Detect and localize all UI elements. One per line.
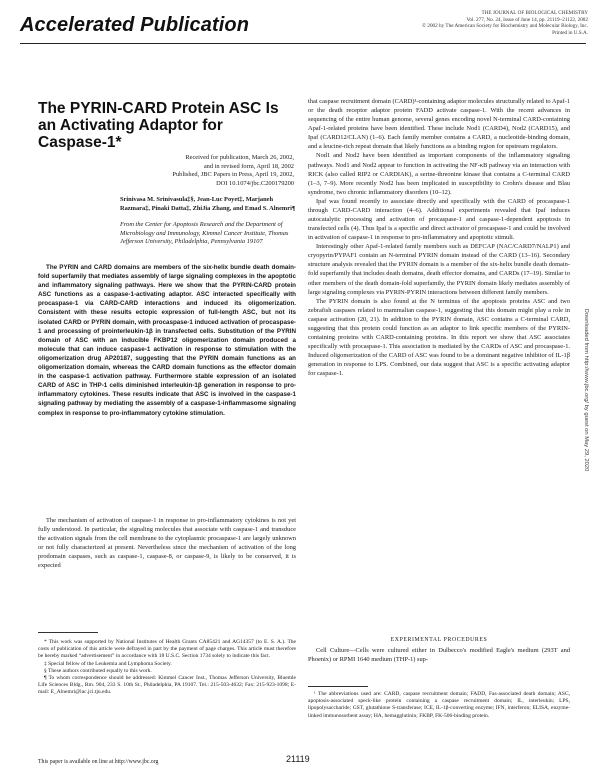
abbreviations-rule — [308, 686, 368, 687]
journal-issue: Vol. 277, No. 24, Issue of June 14, pp. 21119–21122, 2002 — [466, 16, 588, 23]
right-column-body — [308, 97, 570, 378]
online-availability: This paper is available on line at http://www.jbc.org — [38, 759, 159, 765]
article-title: The PYRIN-CARD Protein ASC Is an Activating Adaptor for Caspase-1* — [38, 100, 279, 151]
page-number: 21119 — [286, 754, 310, 764]
body-paragraph: The PYRIN domain is also found at the N terminus of the apoptosis proteins ASC and two zebrafish caspases related to mammalian caspase-1, suggesting that this domain might play a role in caspase activation (20, 21). In addition to the PYRIN domain, ASC contains a C-terminal CARD, suggesting that this protein could function as an adaptor to link specific members of the PYRIN-containing proteins with CARD-containing proteins. In this report we show that ASC associates specifically with procaspase-1. This association is mediated by the CARDs of ASC and procaspase-1. Induced oligomerization of the CARD of ASC was found to be a dominant negative inhibitor of IL-1β generation in response to LPS. Combined, our data suggest that ASC is a specific activating adaptor for caspase-1. — [308, 297, 570, 378]
body-paragraph: Ipaf was found recently to associate directly and specifically with the CARD of procaspase-1 through CARD-CARD interaction (4–6). Additional experiments revealed that Ipaf induces autocatalytic processing and activation of procaspase-1 and caspase-1-dependent apoptosis in transfected cells (4). Thus Ipaf is a specific and direct activator of procaspase-1 and could be involved in activation of caspase-1 in response to pro-inflammatory and apoptotic stimuli. — [308, 197, 570, 242]
author-list: Srinivasa M. Srinivasula‡§, Jean-Luc Poyet‡, Marjaneh Razmara‡, Pinaki Datta‡, ZhiJia Zhang, and Emad S. Alnemri¶ — [120, 196, 296, 212]
journal-copyright: © 2002 by The American Society for Biochemistry and Molecular Biology, Inc. — [422, 23, 588, 30]
intro-paragraph: The mechanism of activation of caspase-1 in response to pro-inflammatory cytokines is not yet fully understood. In particular, the signaling molecules that associate with caspase-1 and transduce the activation signals from the cell membrane to the cytoplasmic procaspase-1 are largely unknown or not fully characterized at present. Nevertheless since the mechanism of activation of the long prodomain caspases, such as caspase-1, caspase-8, or caspase-9, is likely to be conserved, it is expected — [38, 517, 296, 570]
doi: DOI 10.1074/jbc.C200179200 — [216, 179, 294, 187]
accelerated-publication-banner: Accelerated Publication — [20, 14, 250, 36]
download-note: Downloaded from http://www.jbc.org/ by guest on May 29, 2020 — [582, 308, 589, 472]
footnote-rule — [38, 632, 98, 633]
revised-date: and in revised form, April 18, 2002 — [203, 162, 294, 170]
journal-name: THE JOURNAL OF BIOLOGICAL CHEMISTRY — [481, 10, 588, 16]
header-rule — [20, 43, 586, 44]
equal-contribution-footnote: § These authors contributed equally to this work. — [44, 667, 152, 674]
body-paragraph: Nod1 and Nod2 have been identified as important components of the inflammatory signaling pathways. Nod1 and Nod2 appear to function in activating the NF-κB pathway via an interaction with RICK (also called RIP2 or CARDIAK), a serine-threonine kinase that contains a C-terminal CARD (1–3, 7–9). More recently Nod2 has been implicated in susceptibility to Crohn's disease and Blau syndrome, two chronic inflammatory disorders (10–12). — [308, 152, 570, 196]
publication-dates — [38, 154, 294, 188]
correspondence-footnote: ¶ To whom correspondence should be addressed: Kimmel Cancer Inst., Thomas Jefferson University, Bluemle Life Sciences Bldg., Rm. 904, 233 S. 10th St., Philadelphia, PA 19107. Tel.: 215-503-4632; Fax: 215-923-1098; E-mail: E_Alnemri@lac.jci.tju.edu. — [38, 675, 296, 696]
journal-masthead — [338, 10, 588, 36]
footnotes — [38, 639, 296, 697]
published-date: Published, JBC Papers in Press, April 19, 2002, — [172, 171, 294, 179]
body-paragraph: that caspase recruitment domain (CARD)¹-containing adaptor molecules structurally related to Apaf-1 or the death receptor adaptor protein FADD activate caspase-1. With the recent advances in sequencing of the entire human genome, several genes encoding novel N-terminal CARD-containing Apaf-1-related proteins have been identified. These include Nod1 (CARD4), Nod2 (CARD15), and Ipaf (CARD12/CLAN) (1–6). Each family member contains a CARD, a nucleotide-binding domain, and a leucine-rich repeat domain that likely functions as a binding region for upstream regulators. — [308, 98, 570, 151]
author-affiliation: From the Center for Apoptosis Research and the Department of Microbiology and Immunology, Kimmel Cancer Institute, Thomas Jefferson University, Philadelphia, Pennsylvania 19107 — [120, 221, 289, 245]
abstract: The PYRIN and CARD domains are members of the six-helix bundle death domain-fold superfamily that mediates assembly of large signaling complexes in the apoptotic and inflammatory signaling pathways. Here we show that the PYRIN-CARD protein ASC functions as a caspase-1-activating adaptor. ASC interacted specifically with procaspase-1 via CARD-CARD interactions and induced its oligomerization. Consistent with these results ectopic expression of full-length ASC, but not its isolated CARD or PYRIN domain, with procaspase-1 induced activation of procaspase-1 and processing of prointerleukin-1β in transfected cells. Substitution of the PYRIN domain of ASC with an inducible FKBP12 oligomerization domain produced a molecule that can induce caspase-1 activation in response to stimulation with the oligomerization drug AP20187, suggesting that the PYRIN domain functions as an oligomerization domain, whereas the CARD domain functions as the effector domain in the caspase-1 activation pathway. Furthermore stable expression of an isolated CARD of ASC in THP-1 cells diminished interleukin-1β generation in response to pro-inflammatory cytokines. These results indicate that ASC is involved in the caspase-1 signaling pathway by mediating the assembly of a caspase-1-inflammasome signaling complex in response to pro-inflammatory cytokine stimulation. — [38, 264, 296, 417]
abbreviations-footnote: ¹ The abbreviations used are: CARD, caspase recruitment domain; FADD, Fas-associated death domain; ASC, apoptosis-associated speck-like protein containing a caspase recruitment domain; IL, interleukin; LPS, lipopolysaccharide; GST, glutathione S-transferase; ICE, IL-1β-converting enzyme; IFN, interferon; ELISA, enzyme-linked immunosorbent assay; HA, hemagglutinin; FKBP, FK-506-binding protein. — [308, 691, 570, 719]
experimental-procedures-heading: EXPERIMENTAL PROCEDURES — [390, 637, 488, 643]
download-sidebar — [581, 210, 590, 570]
fellow-footnote: ‡ Special fellow of the Leukemia and Lymphoma Society. — [44, 660, 172, 667]
journal-printed: Printed in U.S.A. — [552, 29, 588, 36]
funding-footnote: * This work was supported by National Institutes of Health Grants CA85421 and AG14357 (to E. S. A.). The costs of publication of this article were defrayed in part by the payment of page charges. This article must therefore be hereby marked “advertisement” in accordance with 18 U.S.C. Section 1734 solely to indicate this fact. — [38, 639, 296, 660]
body-paragraph: Interestingly other Apaf-1-related family members such as DEFCAP (NAC/CARD7/NALP1) and cryopyrin/PYPAF1 contain an N-terminal PYRIN domain instead of the CARD (13–16). Secondary structure analysis revealed that the PYRIN domain is a member of the six-helix bundle death domain-fold superfamily that includes death domains, death effector domains, and CARDs (17–19). Similar to other members of the death domain-fold superfamily, the PYRIN domain likely mediates assembly of large signaling complexes via PYRIN-PYRIN interactions between different family members. — [308, 243, 570, 296]
received-date: Received for publication, March 26, 2002, — [185, 154, 294, 161]
cell-culture-text: Cell Culture—Cells were cultured either in Dulbecco's modified Eagle's medium (293T and Phoenix) or RPMI 1640 medium (THP-1) sup- — [308, 647, 570, 663]
